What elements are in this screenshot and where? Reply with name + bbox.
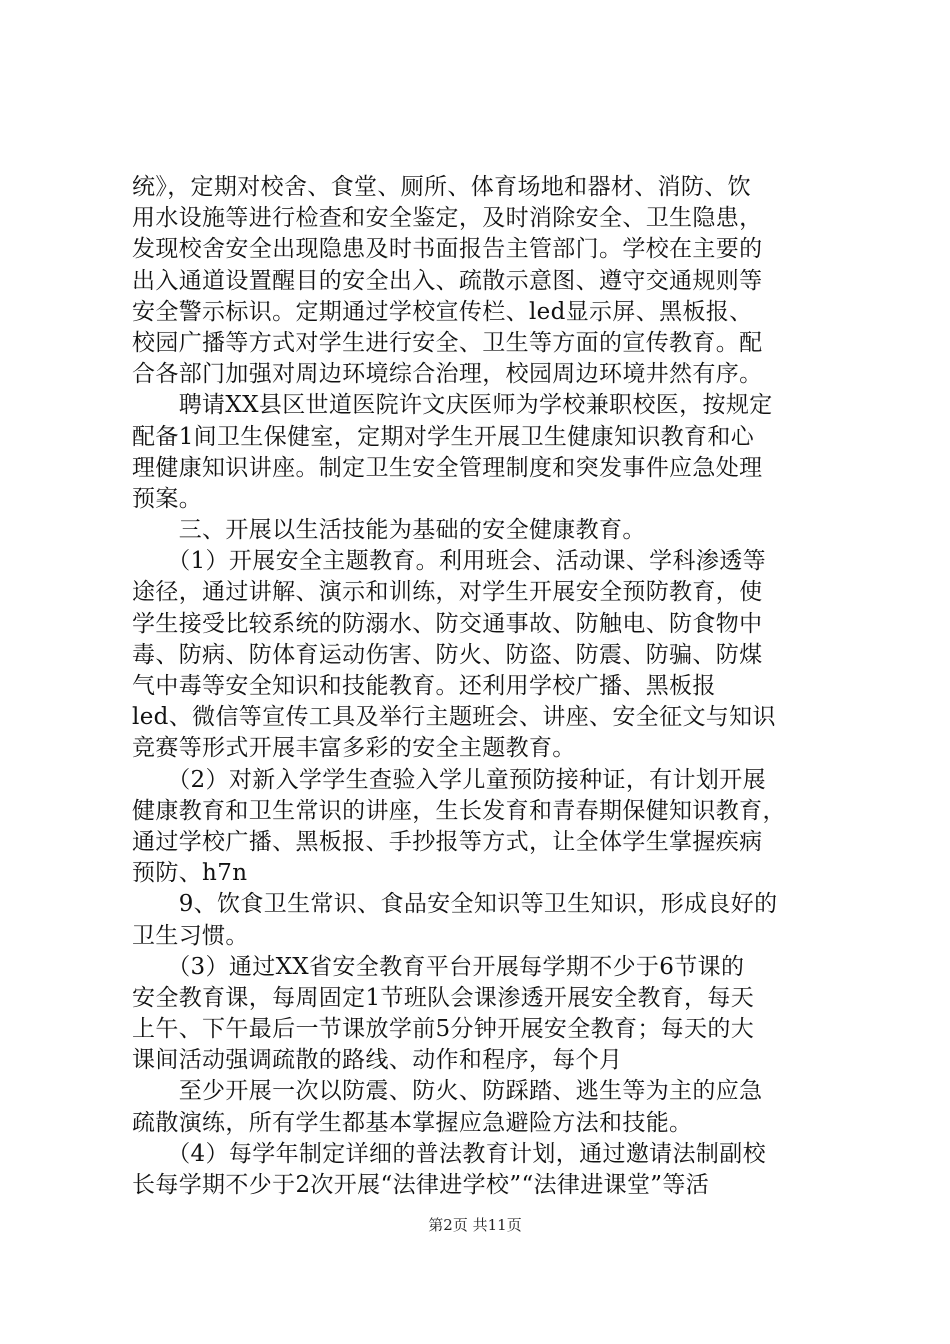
text-line: 统》，定期对校舍、食堂、厕所、体育场地和器材、消防、饮 (132, 174, 751, 200)
text-line: 聘请XX县区世道医院许文庆医师为学校兼职校医，按规定 (132, 392, 773, 419)
text-line: 安全警示标识。定期通过学校宣传栏、led显示屏、黑板报、 (132, 298, 753, 325)
text-line: 课间活动强调疏散的路线、动作和程序，每个月 (132, 1047, 623, 1074)
text-line: 毒、防病、防体育运动伤害、防火、防盗、防震、防骗、防煤 (132, 641, 763, 668)
text-line: 预案。 (132, 485, 203, 512)
text-line: 合各部门加强对周边环境综合治理，校园周边环境井然有序。 (132, 361, 763, 388)
text-line: 配备1间卫生保健室，定期对学生开展卫生健康知识教育和心 (132, 423, 755, 450)
text-line: （4）每学年制定详细的普法教育计划，通过邀请法制副校 (132, 1140, 766, 1167)
text-line: 通过学校广播、黑板报、手抄报等方式，让全体学生掌握疾病 (132, 828, 763, 855)
text-line: 9、饮食卫生常识、食品安全知识等卫生知识，形成良好的 (132, 891, 778, 918)
text-line: 预防、h7n (132, 860, 248, 887)
text-line: 卫生习惯。 (132, 922, 249, 949)
text-line: 用水设施等进行检查和安全鉴定，及时消除安全、卫生隐患， (132, 205, 763, 232)
text-line: 至少开展一次以防震、防火、防踩踏、逃生等为主的应急 (132, 1078, 763, 1105)
text-line: 学生接受比较系统的防溺水、防交通事故、防触电、防食物中 (132, 610, 763, 637)
text-line: 气中毒等安全知识和技能教育。还利用学校广播、黑板报 (132, 673, 716, 699)
text-line: （3）通过XX省安全教育平台开展每学期不少于6节课的 (132, 953, 745, 980)
text-line: 健康教育和卫生常识的讲座，生长发育和青春期保健知识教育， (132, 797, 786, 824)
text-line: 上午、下午最后一节课放学前5分钟开展安全教育；每天的大 (132, 1016, 755, 1043)
text-line: （1）开展安全主题教育。利用班会、活动课、学科渗透等 (132, 548, 766, 575)
page-number-footer: 第2页 共11页 (428, 1216, 522, 1234)
text-line: 发现校舍安全出现隐患及时书面报告主管部门。学校在主要的 (132, 236, 763, 263)
section-heading: 三、开展以生活技能为基础的安全健康教育。 (132, 517, 646, 544)
text-line: 途径，通过讲解、演示和训练，对学生开展安全预防教育，使 (132, 579, 763, 606)
text-line: led、微信等宣传工具及举行主题班会、讲座、安全征文与知识 (132, 704, 776, 731)
text-line: 长每学期不少于2次开展“法律进学校”“法律进课堂”等活 (132, 1172, 710, 1198)
text-line: 出入通道设置醒目的安全出入、疏散示意图、遵守交通规则等 (132, 267, 763, 294)
document-body (132, 172, 832, 1201)
text-line: 安全教育课，每周固定1节班队会课渗透开展安全教育，每天 (132, 984, 755, 1011)
text-line: 校园广播等方式对学生进行安全、卫生等方面的宣传教育。配 (132, 329, 763, 356)
text-line: （2）对新入学学生查验入学儿童预防接种证，有计划开展 (132, 766, 766, 793)
text-line: 理健康知识讲座。制定卫生安全管理制度和突发事件应急处理 (132, 454, 763, 481)
text-line: 竞赛等形式开展丰富多彩的安全主题教育。 (132, 735, 576, 762)
text-line: 疏散演练，所有学生都基本掌握应急避险方法和技能。 (132, 1109, 693, 1136)
